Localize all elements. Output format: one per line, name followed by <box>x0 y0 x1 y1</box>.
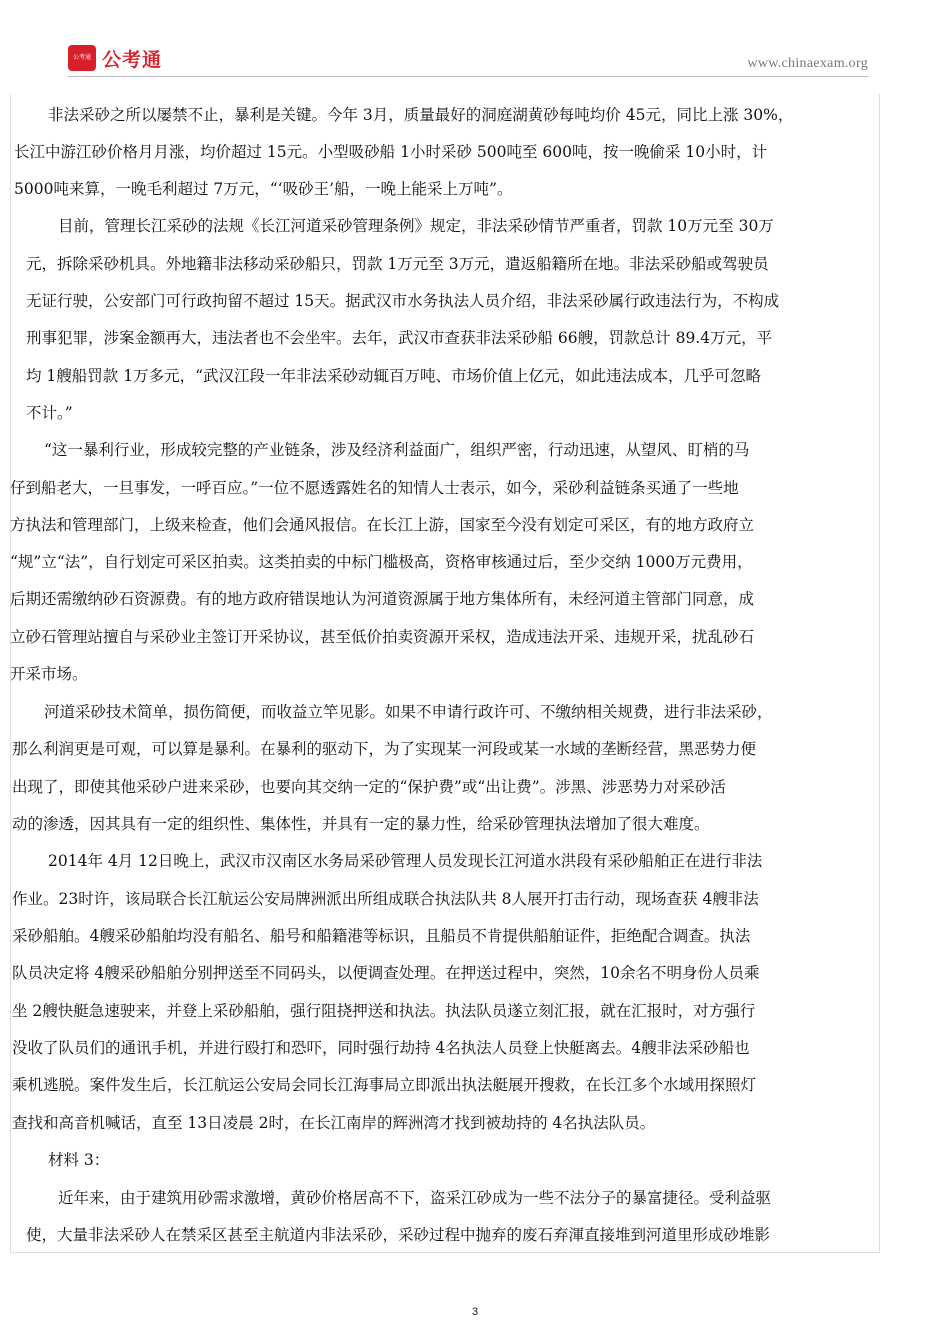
text-line: 坐 2艘快艇急速驶来，并登上采砂船舶，强行阻挠押送和执法。执法队员遂立刻汇报，就在汇报时，对方强行 <box>12 1002 756 1020</box>
text-line: 乘机逃脱。案件发生后，长江航运公安局会同长江海事局立即派出执法艇展开搜救，在长江多个水域用探照灯 <box>12 1076 757 1094</box>
text-line: 出现了，即使其他采砂户进来采砂，也要向其交纳一定的“保护费”或“出让费”。涉黑、涉恶势力对采砂活 <box>12 778 726 796</box>
site-url[interactable]: www.chinaexam.org <box>747 56 868 71</box>
text-line: 5000吨来算，一晚毛利超过 7万元，“‘吸砂王’船，一晚上能采上万吨”。 <box>14 180 513 198</box>
logo-icon: 公考通 <box>68 45 96 71</box>
text-line: 动的渗透，因其具有一定的组织性、集体性，并具有一定的暴力性，给采砂管理执法增加了很大难度。 <box>12 815 710 833</box>
text-line: 方执法和管理部门，上级来检查，他们会通风报信。在长江上游，国家至今没有划定可采区，有的地方政府立 <box>10 516 755 534</box>
text-line: 那么利润更是可观，可以算是暴利。在暴利的驱动下，为了实现某一河段或某一水域的垄断经营，黑恶势力便 <box>12 740 757 758</box>
page-header <box>68 42 868 77</box>
text-line: 刑事犯罪，涉案金额再大，违法者也不会坐牢。去年，武汉市查获非法采砂船 66艘，罚款总计 89.4万元，平 <box>26 329 773 347</box>
text-line: 元，拆除采砂机具。外地籍非法移动采砂船只，罚款 1万元至 3万元，遣返船籍所在地。非法采砂船或驾驶员 <box>26 255 769 273</box>
section-heading: 材料 3： <box>48 1151 110 1169</box>
text-line: 非法采砂之所以屡禁不止，暴利是关键。今年 3月，质量最好的洞庭湖黄砂每吨均价 45元，同比上涨 30%， <box>48 106 794 124</box>
text-line: 查找和高音机喊话，直至 13日凌晨 2时，在长江南岸的辉洲湾才找到被劫持的 4名执法队员。 <box>12 1114 656 1132</box>
text-line: 目前，管理长江采砂的法规《长江河道采砂管理条例》规定，非法采砂情节严重者，罚款 10万元至 30万 <box>58 217 774 235</box>
text-line: 队员决定将 4艘采砂船舶分别押送至不同码头，以便调查处理。在押送过程中，突然，10余名不明身份人员乘 <box>12 964 760 982</box>
text-line: “这一暴利行业，形成较完整的产业链条，涉及经济利益面广，组织严密，行动迅速，从望风、盯梢的马 <box>44 441 750 459</box>
text-line: 均 1艘船罚款 1万多元，“武汉江段一年非法采砂动辄百万吨、市场价值上亿元，如此违法成本，几乎可忽略 <box>26 367 762 385</box>
page-number: 3 <box>471 1306 479 1318</box>
text-line: 开采市场。 <box>10 665 88 683</box>
text-line: 不计。” <box>26 404 73 422</box>
text-line: “规”立“法”，自行划定可采区拍卖。这类拍卖的中标门槛极高，资格审核通过后，至少交纳 1000万元费用， <box>10 553 753 571</box>
logo-text: 公考通 <box>102 48 163 71</box>
text-line: 作业。23时许，该局联合长江航运公安局牌洲派出所组成联合执法队共 8人展开打击行动，现场查获 4艘非法 <box>12 890 759 908</box>
text-line: 河道采砂技术简单，损伤简便，而收益立竿见影。如果不申请行政许可、不缴纳相关规费，进行非法采砂， <box>44 703 773 721</box>
brand-logo <box>68 44 162 72</box>
text-line: 仔到船老大，一旦事发，一呼百应。”一位不愿透露姓名的知情人士表示，如今，采砂利益链条买通了一些地 <box>10 479 739 497</box>
text-line: 后期还需缴纳砂石资源费。有的地方政府错误地认为河道资源属于地方集体所有，未经河道主管部门同意，成 <box>10 590 755 608</box>
text-line: 使，大量非法采砂人在禁采区甚至主航道内非法采砂，采砂过程中抛弃的废石弃渾直接堆到河道里形成砂堆影 <box>26 1226 771 1244</box>
text-line: 无证行驶，公安部门可行政拘留不超过 15天。据武汉市水务执法人员介绍，非法采砂属行政违法行为，不构成 <box>26 292 780 310</box>
text-line: 2014年 4月 12日晚上，武汉市汉南区水务局采砂管理人员发现长江河道水洪段有采砂船舶正在进行非法 <box>48 852 763 870</box>
text-line: 没收了队员们的通讯手机，并进行殴打和恐吓，同时强行劫持 4名执法人员登上快艇离去。4艘非法采砂船也 <box>12 1039 750 1057</box>
text-line: 长江中游江砂价格月月涨，均价超过 15元。小型吸砂船 1小时采砂 500吨至 600吨，按一晚偷采 10小时，计 <box>14 143 768 161</box>
text-line: 近年来，由于建筑用砂需求激增，黄砂价格居高不下，盗采江砂成为一些不法分子的暴富捷径。受利益驱 <box>58 1189 772 1207</box>
text-line: 采砂船舶。4艘采砂船舶均没有船名、船号和船籍港等标识，且船员不肯提供船舶证件，拒绝配合调查。执法 <box>12 927 751 945</box>
text-line: 立砂石管理站擅自与采砂业主签订开采协议，甚至低价拍卖资源开采权，造成违法开采、违规开采，扰乱砂石 <box>10 628 755 646</box>
